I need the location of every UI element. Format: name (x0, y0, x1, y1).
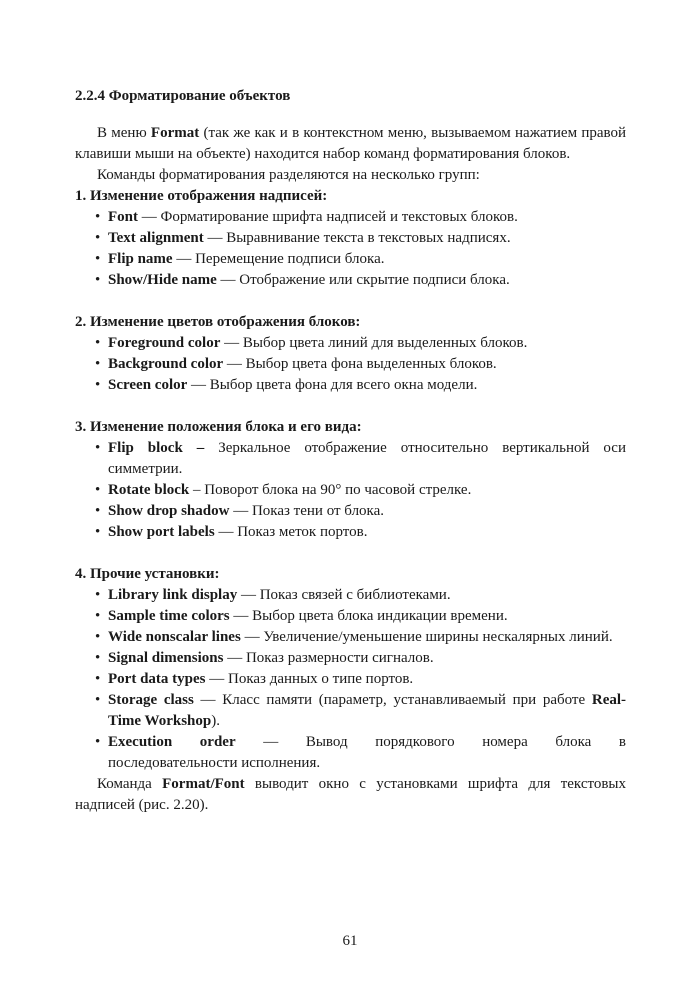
item-separator: — (237, 587, 260, 603)
group-list-colors (75, 333, 626, 396)
item-description: Форматирование шрифта надписей и текстовых блоков. (160, 209, 518, 225)
list-item (75, 501, 626, 522)
group-list-labels (75, 207, 626, 291)
group-title-labels: 1. Изменение отображения надписей: (75, 188, 328, 204)
item-description: Выбор цвета фона для всего окна модели. (209, 377, 478, 393)
item-description: Отображение или скрытие подписи блока. (239, 272, 510, 288)
item-separator: — (205, 671, 228, 687)
list-item (75, 522, 626, 543)
intro-paragraph (75, 123, 626, 165)
item-separator: — (216, 272, 240, 288)
item-description: Показ связей с библиотеками. (259, 587, 451, 603)
list-item (75, 333, 626, 354)
item-description: Выбор цвета блока индикации времени. (252, 608, 508, 624)
item-term: Rotate block (108, 482, 190, 498)
list-item (75, 207, 626, 228)
list-item (75, 669, 626, 690)
group-list-other (75, 585, 626, 774)
item-description: Показ размерности сигналов. (245, 650, 434, 666)
list-item (75, 648, 626, 669)
item-separator: — (220, 335, 243, 351)
item-separator: — (193, 692, 223, 708)
item-description: Зеркальное отображение относительно вертикальной оси симметрии. (108, 440, 626, 477)
item-term: Wide nonscalar lines (108, 629, 241, 645)
item-term: Screen color (108, 377, 188, 393)
format-font-name: Format/Font (162, 776, 245, 792)
item-term: Storage class (108, 692, 194, 708)
item-term: Sample time colors (108, 608, 230, 624)
item-separator: — (240, 629, 264, 645)
item-separator: — (172, 251, 196, 267)
section-heading: 2.2.4 Форматирование объектов (75, 88, 291, 104)
list-item (75, 438, 626, 480)
page-number: 61 (342, 933, 358, 949)
item-term: Signal dimensions (108, 650, 224, 666)
group-title-other: 4. Прочие установки: (75, 566, 220, 582)
list-item (75, 249, 626, 270)
list-item (75, 585, 626, 606)
item-term: Flip block (108, 440, 183, 456)
item-description: Показ меток портов. (237, 524, 368, 540)
groups-intro-paragraph: Команды форматирования разделяются на несколько групп: (97, 167, 480, 183)
intro-text-2: (так же как и в контекстном меню, вызываемом нажатием правой клавиши мыши на объекте) находится набор команд форматирования блоков. (75, 125, 627, 162)
item-separator: — (229, 503, 252, 519)
item-description: Показ данных о типе портов. (228, 671, 414, 687)
item-term: Port data types (108, 671, 206, 687)
item-term: Execution order (108, 734, 236, 750)
item-separator: – (182, 440, 219, 456)
item-term: Show drop shadow (108, 503, 230, 519)
item-description: — Вывод порядкового номера блока в (263, 734, 627, 750)
group-title-colors: 2. Изменение цветов отображения блоков: (75, 314, 361, 330)
format-menu-name: Format (150, 125, 200, 141)
item-description: Выбор цвета фона выделенных блоков. (245, 356, 497, 372)
closing-paragraph (75, 774, 626, 816)
item-term: Foreground color (108, 335, 221, 351)
list-item (75, 732, 626, 774)
item-description-continued: последовательности исполнения. (108, 755, 321, 771)
list-item (75, 270, 626, 291)
item-separator: — (203, 230, 227, 246)
intro-text-1: В меню (97, 125, 151, 141)
document-page (75, 86, 626, 816)
list-item (75, 690, 626, 732)
item-term: Flip name (108, 251, 173, 267)
item-description: Выравнивание текста в текстовых надписях. (226, 230, 511, 246)
item-term: Font (108, 209, 138, 225)
item-description: Класс памяти (параметр, устанавливаемый при работе (222, 692, 592, 708)
item-separator: – (189, 482, 205, 498)
list-item (75, 354, 626, 375)
item-term: Text alignment (108, 230, 204, 246)
item-separator: — (138, 209, 161, 225)
item-description-tail: ). (211, 713, 220, 729)
item-term: Show/Hide name (108, 272, 217, 288)
item-term: Show port labels (108, 524, 215, 540)
item-separator: — (229, 608, 253, 624)
closing-text-2: выводит окно с установками шрифта для текстовых надписей (рис. 2.20). (75, 776, 626, 813)
list-item (75, 228, 626, 249)
item-description: Перемещение подписи блока. (195, 251, 385, 267)
closing-text-1: Команда (97, 776, 163, 792)
item-separator: — (223, 356, 246, 372)
list-item (75, 606, 626, 627)
item-separator: — (214, 524, 238, 540)
list-item (75, 375, 626, 396)
execution-order-first-line (108, 732, 626, 753)
item-separator: — (187, 377, 210, 393)
item-description: Выбор цвета линий для выделенных блоков. (242, 335, 528, 351)
real-time-workshop-name: Real-Time Workshop (108, 692, 627, 729)
list-item (75, 480, 626, 501)
group-list-position (75, 438, 626, 543)
item-description: Поворот блока на 90° по часовой стрелке. (204, 482, 472, 498)
list-item (75, 627, 626, 648)
group-title-position: 3. Изменение положения блока и его вида: (75, 419, 362, 435)
item-term: Background color (108, 356, 224, 372)
item-term: Library link display (108, 587, 238, 603)
item-description: Увеличение/уменьшение ширины нескалярных линий. (263, 629, 613, 645)
item-description: Показ тени от блока. (251, 503, 385, 519)
item-separator: — (223, 650, 246, 666)
